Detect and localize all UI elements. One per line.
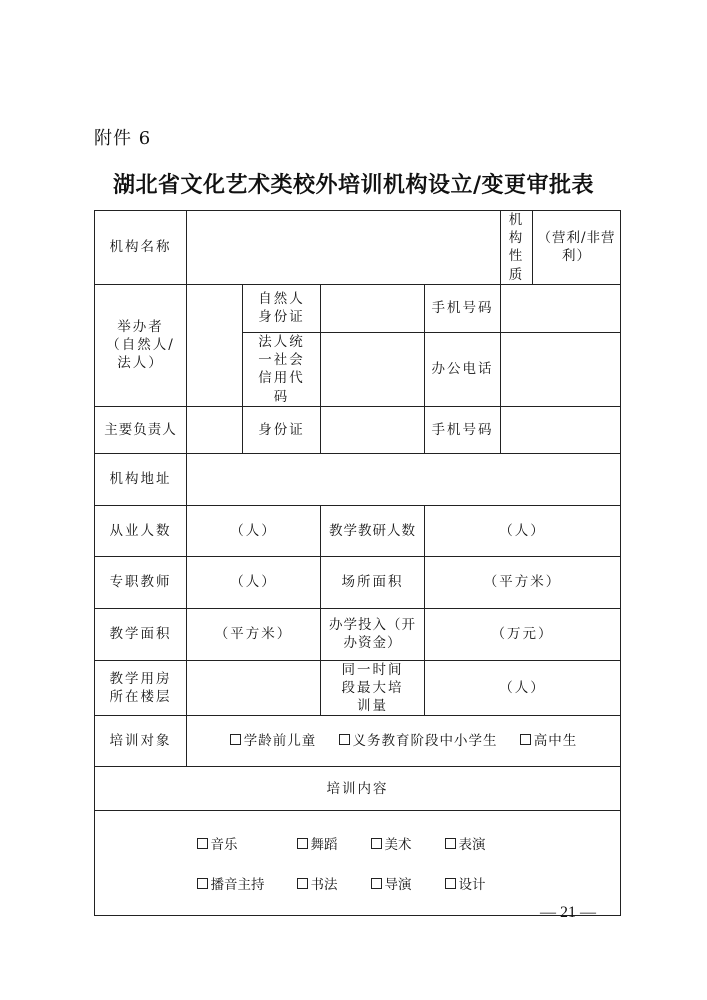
target-option[interactable]: [339, 733, 498, 749]
page-number: — 21 —: [540, 904, 596, 921]
option-label: 舞蹈: [310, 837, 338, 854]
fulltime-teacher-label: 专职教师: [95, 556, 187, 608]
address-field[interactable]: [187, 453, 621, 505]
option-label: 美术: [384, 837, 412, 854]
content-option[interactable]: [371, 876, 445, 894]
legal-code-label: 法人统一社会信用代码: [243, 332, 321, 406]
checkbox-icon[interactable]: [371, 838, 382, 849]
content-section-title: 培训内容: [95, 767, 621, 811]
table-row: [95, 767, 621, 811]
legal-code-field[interactable]: [321, 332, 425, 406]
checkbox-icon[interactable]: [297, 838, 308, 849]
content-option[interactable]: [297, 876, 371, 894]
target-label: 培训对象: [95, 716, 187, 767]
investment-label: 办学投入（开办资金）: [321, 608, 425, 660]
checkbox-icon[interactable]: [197, 838, 208, 849]
teaching-staff-field[interactable]: （人）: [425, 505, 621, 556]
org-nature-field[interactable]: （营利/非营利）: [533, 211, 621, 285]
staff-count-label: 从业人数: [95, 505, 187, 556]
content-option[interactable]: [197, 876, 297, 894]
capacity-field[interactable]: （人）: [425, 660, 621, 716]
option-label: 学龄前儿童: [243, 733, 317, 750]
floor-label: 教学用房所在楼层: [95, 660, 187, 716]
natural-id-field[interactable]: [321, 284, 425, 332]
option-label: 高中生: [533, 733, 578, 750]
approval-form-table: [94, 210, 621, 916]
checkbox-icon[interactable]: [230, 734, 241, 745]
staff-count-field[interactable]: （人）: [187, 505, 321, 556]
teaching-area-label: 教学面积: [95, 608, 187, 660]
option-label: 表演: [458, 837, 486, 854]
site-area-field[interactable]: （平方米）: [425, 556, 621, 608]
principal-label: 主要负责人: [95, 406, 187, 453]
content-option[interactable]: [371, 836, 445, 854]
table-row: [95, 284, 621, 332]
attachment-label: 附件 6: [94, 128, 152, 149]
table-row: [95, 660, 621, 716]
option-label: 书法: [310, 877, 338, 894]
sponsor-label: 举办者（自然人/法人）: [95, 284, 187, 406]
content-option[interactable]: [445, 836, 519, 854]
office-phone-field[interactable]: [501, 332, 621, 406]
sponsor-name-field[interactable]: [187, 284, 243, 406]
table-row: [95, 608, 621, 660]
investment-field[interactable]: （万元）: [425, 608, 621, 660]
content-option[interactable]: [197, 836, 297, 854]
table-row: [95, 406, 621, 453]
fulltime-teacher-field[interactable]: （人）: [187, 556, 321, 608]
target-options: [187, 716, 621, 767]
target-option[interactable]: [230, 733, 317, 749]
content-options: [95, 811, 621, 916]
org-name-field[interactable]: [187, 211, 501, 285]
mobile-label: 手机号码: [425, 406, 501, 453]
org-name-label: 机构名称: [95, 211, 187, 285]
table-row: [95, 211, 621, 285]
page-title: 湖北省文化艺术类校外培训机构设立/变更审批表: [112, 172, 595, 198]
table-row: [95, 505, 621, 556]
checkbox-icon[interactable]: [297, 878, 308, 889]
site-area-label: 场所面积: [321, 556, 425, 608]
table-row: [95, 453, 621, 505]
checkbox-icon[interactable]: [445, 878, 456, 889]
principal-mobile-field[interactable]: [501, 406, 621, 453]
office-phone-label: 办公电话: [425, 332, 501, 406]
checkbox-icon[interactable]: [520, 734, 531, 745]
checkbox-icon[interactable]: [339, 734, 350, 745]
option-label: 播音主持: [210, 877, 265, 894]
teaching-staff-label: 教学教研人数: [321, 505, 425, 556]
table-row: [95, 811, 621, 916]
content-option[interactable]: [297, 836, 371, 854]
natural-id-label: 自然人身份证: [243, 284, 321, 332]
org-nature-label: 机构性质: [501, 211, 533, 285]
option-label: 义务教育阶段中小学生: [352, 733, 498, 750]
address-label: 机构地址: [95, 453, 187, 505]
checkbox-icon[interactable]: [197, 878, 208, 889]
checkbox-icon[interactable]: [371, 878, 382, 889]
checkbox-icon[interactable]: [445, 838, 456, 849]
option-label: 音乐: [210, 837, 238, 854]
id-card-label: 身份证: [243, 406, 321, 453]
content-option[interactable]: [445, 876, 519, 894]
option-label: 设计: [458, 877, 486, 894]
table-row: [95, 716, 621, 767]
principal-name-field[interactable]: [187, 406, 243, 453]
mobile-label: 手机号码: [425, 284, 501, 332]
option-label: 导演: [384, 877, 412, 894]
table-row: [95, 556, 621, 608]
capacity-label: 同一时间段最大培训量: [321, 660, 425, 716]
teaching-area-field[interactable]: （平方米）: [187, 608, 321, 660]
target-option[interactable]: [520, 733, 578, 749]
floor-field[interactable]: [187, 660, 321, 716]
id-card-field[interactable]: [321, 406, 425, 453]
mobile-field[interactable]: [501, 284, 621, 332]
